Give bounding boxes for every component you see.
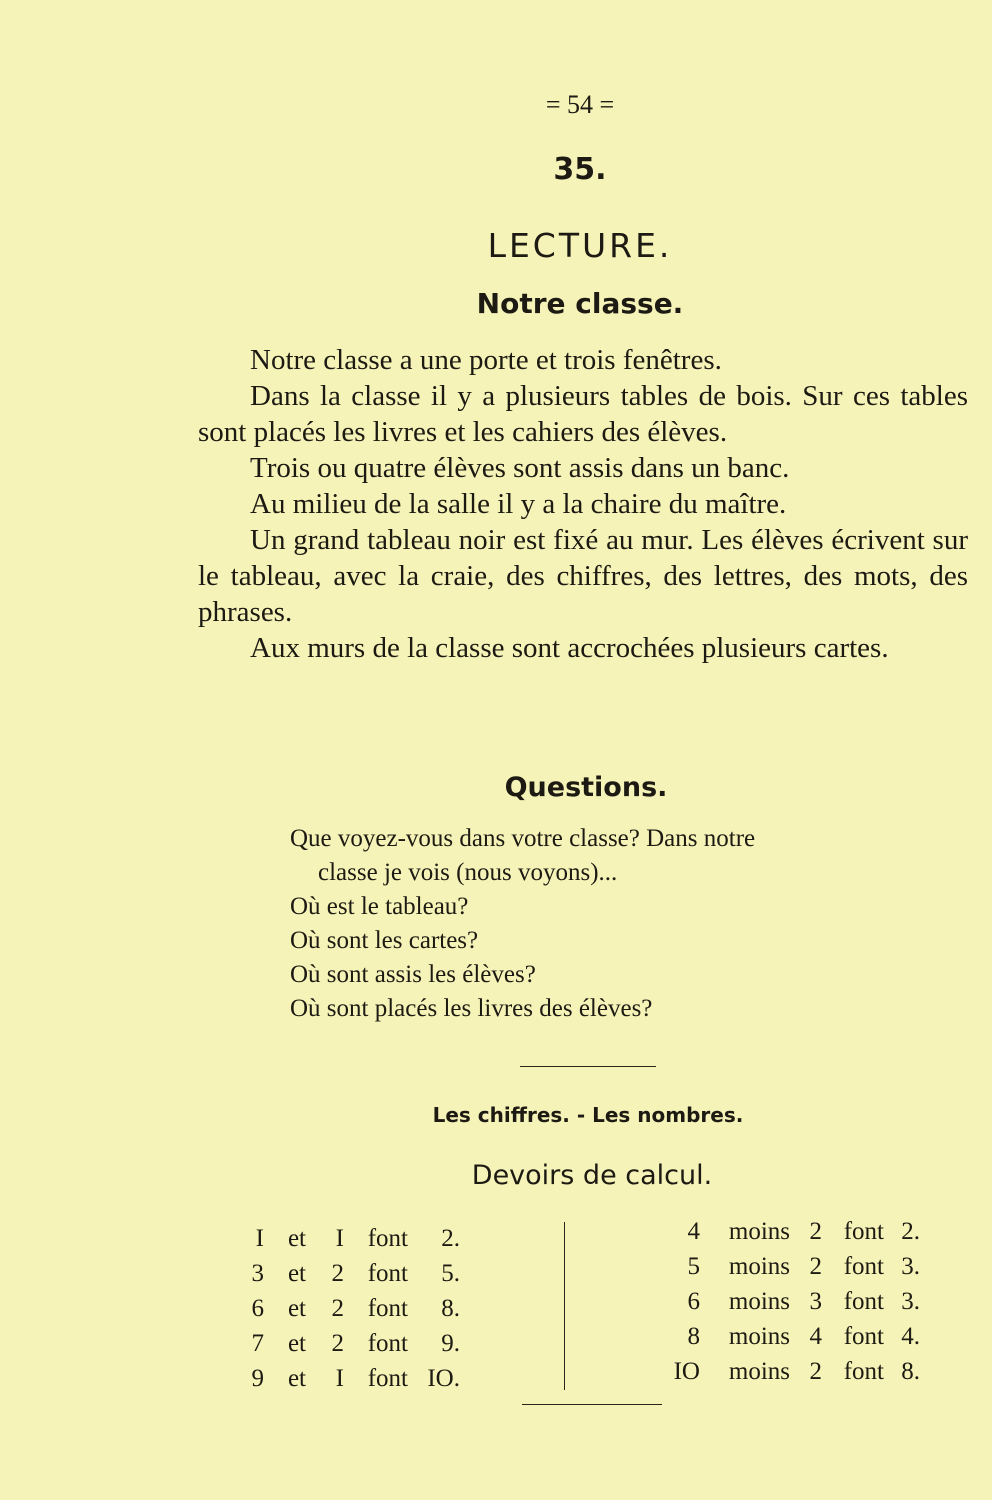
- subtraction-row: [650, 1284, 920, 1319]
- addition-row: [240, 1256, 460, 1291]
- verb: font: [367, 1295, 408, 1322]
- reading-paragraph: Aux murs de la classe sont accrochées plusieurs cartes.: [250, 632, 889, 664]
- verb: font: [843, 1358, 884, 1385]
- subtraction-row: [650, 1249, 920, 1284]
- operator: et: [287, 1365, 306, 1392]
- reading-text: [198, 342, 968, 666]
- operand: 6: [251, 1295, 264, 1322]
- addition-row: [240, 1326, 460, 1361]
- questions-title: Questions.: [504, 772, 668, 803]
- operand: I: [255, 1225, 264, 1252]
- operand: 4: [809, 1323, 822, 1350]
- section-divider: [520, 1066, 656, 1067]
- operand: 2: [331, 1295, 344, 1322]
- result: 3.: [901, 1288, 920, 1315]
- result: 8.: [441, 1295, 460, 1322]
- verb: font: [843, 1323, 884, 1350]
- verb: font: [367, 1330, 408, 1357]
- operand: 2: [809, 1358, 822, 1385]
- subtraction-row: [650, 1319, 920, 1354]
- numbers-subtitle: Les chiffres. - Les nombres.: [432, 1103, 744, 1127]
- operand: 2: [331, 1260, 344, 1287]
- operator: et: [287, 1295, 306, 1322]
- result: 8.: [901, 1358, 920, 1385]
- operand: 2: [331, 1330, 344, 1357]
- reading-title: Notre classe.: [476, 287, 684, 320]
- addition-row: [240, 1291, 460, 1326]
- result: 2.: [901, 1218, 920, 1245]
- subtraction-column: [650, 1214, 920, 1389]
- operand: 3: [251, 1260, 264, 1287]
- calculation-title: Devoirs de calcul.: [471, 1160, 713, 1191]
- reading-paragraph: Dans la classe il y a plusieurs tables de bois. Sur ces tables sont placés les livres et les cahiers des élèves.: [198, 380, 968, 448]
- operator: moins: [728, 1288, 790, 1315]
- addition-row: [240, 1221, 460, 1256]
- operand: 3: [809, 1288, 822, 1315]
- operand: 7: [251, 1330, 264, 1357]
- result: 2.: [441, 1225, 460, 1252]
- verb: font: [367, 1260, 408, 1287]
- addition-row: [240, 1361, 460, 1396]
- addition-column: [240, 1221, 460, 1396]
- operator: et: [287, 1260, 306, 1287]
- column-separator: [564, 1222, 565, 1390]
- lesson-number: 35.: [553, 152, 607, 187]
- result: 9.: [441, 1330, 460, 1357]
- question-line: Que voyez-vous dans votre classe? Dans notre: [290, 825, 756, 852]
- operator: moins: [728, 1358, 790, 1385]
- result: 4.: [901, 1323, 920, 1350]
- result: 3.: [901, 1253, 920, 1280]
- question-line: Où sont les cartes?: [290, 927, 479, 954]
- subtraction-row: [650, 1354, 920, 1389]
- reading-paragraph: Notre classe a une porte et trois fenêtres.: [250, 344, 722, 376]
- section-title: LECTURE.: [487, 226, 673, 265]
- verb: font: [367, 1365, 408, 1392]
- question-line: Où sont assis les élèves?: [290, 961, 536, 988]
- question-line: classe je vois (nous voyons)...: [318, 859, 618, 886]
- result: IO.: [427, 1365, 460, 1392]
- operand: 9: [251, 1365, 264, 1392]
- operand: 6: [687, 1288, 700, 1315]
- question-line: Où sont placés les livres des élèves?: [290, 995, 653, 1022]
- operand: 5: [687, 1253, 700, 1280]
- operand: 4: [687, 1218, 700, 1245]
- reading-paragraph: Trois ou quatre élèves sont assis dans un banc.: [250, 452, 790, 484]
- operand: IO: [673, 1358, 700, 1385]
- operand: 2: [809, 1218, 822, 1245]
- verb: font: [843, 1288, 884, 1315]
- operand: I: [335, 1365, 344, 1392]
- question-line: Où est le tableau?: [290, 893, 469, 920]
- reading-paragraph: Au milieu de la salle il y a la chaire du maître.: [250, 488, 787, 520]
- operator: et: [287, 1225, 306, 1252]
- result: 5.: [441, 1260, 460, 1287]
- verb: font: [843, 1253, 884, 1280]
- bottom-divider: [522, 1404, 662, 1405]
- subtraction-row: [650, 1214, 920, 1249]
- questions-list: [290, 822, 970, 1026]
- operand: 8: [687, 1323, 700, 1350]
- operator: et: [287, 1330, 306, 1357]
- operand: I: [335, 1225, 344, 1252]
- verb: font: [367, 1225, 408, 1252]
- operator: moins: [728, 1323, 790, 1350]
- verb: font: [843, 1218, 884, 1245]
- operator: moins: [728, 1253, 790, 1280]
- operator: moins: [728, 1218, 790, 1245]
- reading-paragraph: Un grand tableau noir est fixé au mur. Les élèves écrivent sur le tableau, avec la craie, des chiffres, des lettres, des mots, des phrases.: [198, 524, 968, 628]
- operand: 2: [809, 1253, 822, 1280]
- page-number: = 54 =: [545, 90, 615, 119]
